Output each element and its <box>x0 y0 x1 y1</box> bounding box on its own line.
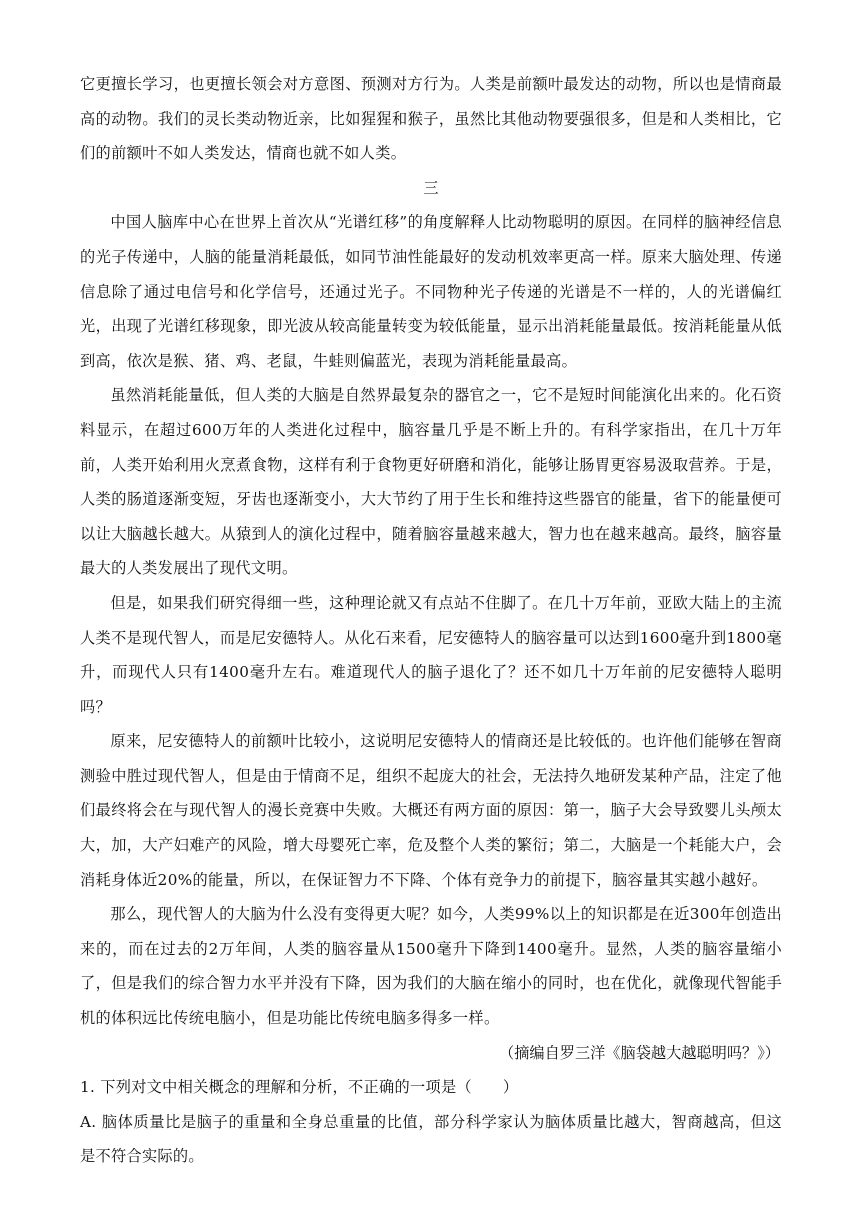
paragraph-4: 原来，尼安德特人的前额叶比较小，这说明尼安德特人的情商还是比较低的。也许他们能够在智商测验中胜过现代智人，但是由于情商不足，组织不起庞大的社会，无法持久地研发某种产品，注定了他们最终将会在与现代智人的漫长竞赛中失败。大概还有两方面的原因：第一，脑子大会导致婴儿头颅太大，加，大产妇难产的风险，增大母婴死亡率，危及整个人类的繁衍；第二，大脑是一个耗能大户，会消耗身体近20%的能量，所以，在保证智力不下降、个体有竞争力的前提下，脑容量其实越小越好。 <box>80 732 782 889</box>
paragraph-3: 但是，如果我们研究得细一些，这种理论就又有点站不住脚了。在几十万年前，亚欧大陆上的主流人类不是现代智人，而是尼安德特人。从化石来看，尼安德特人的脑容量可以达到1600毫升到1800毫升，而现代人只有1400毫升左右。难道现代人的脑子退化了？还不如几十万年前的尼安德特人聪明吗？ <box>80 593 782 716</box>
paragraph-1: 中国人脑库中心在世界上首次从“光谱红移”的角度解释人比动物聪明的原因。在同样的脑神经信息的光子传递中，人脑的能量消耗最低，如同节油性能最好的发动机效率更高一样。原来大脑处理、传递信息除了通过电信号和化学信号，还通过光子。不同物种光子传递的光谱是不一样的，人的光谱偏红光，出现了光谱红移现象，即光波从较高能量转变为较低能量，显示出消耗能量最低。按消耗能量从低到高，依次是猴、猪、鸡、老鼠，牛蛙则偏蓝光，表现为消耗能量最高。 <box>80 213 782 370</box>
question-stem: 1. 下列对文中相关概念的理解和分析，不正确的一项是（ ） <box>80 1078 519 1097</box>
intro-paragraph: 它更擅长学习，也更擅长领会对方意图、预测对方行为。人类是前额叶最发达的动物，所以也是情商最高的动物。我们的灵长类动物近亲，比如猩猩和猴子，虽然比其他动物要强很多，但是和人类相比，它们的前额叶不如人类发达，情商也就不如人类。 <box>80 75 782 163</box>
source-citation: （摘编自罗三洋《脑袋越大越聪明吗？》） <box>499 1043 780 1062</box>
paragraph-2: 虽然消耗能量低，但人类的大脑是自然界最复杂的器官之一，它不是短时间能演化出来的。化石资料显示，在超过600万年的人类进化过程中，脑容量几乎是不断上升的。有科学家指出，在几十万年前，人类开始利用火烹煮食物，这样有利于食物更好研磨和消化，能够让肠胃更容易汲取营养。于是，人类的肠道逐渐变短，牙齿也逐渐变小，大大节约了用于生长和维持这些器官的能量，省下的能量便可以让大脑越长越大。从猿到人的演化过程中，随着脑容量越来越大，智力也在越来越高。最终，脑容量最大的人类发展出了现代文明。 <box>80 386 782 578</box>
paragraph-5: 那么，现代智人的大脑为什么没有变得更大呢？如今，人类99%以上的知识都是在近300年创造出来的，而在过去的2万年间，人类的脑容量从1500毫升下降到1400毫升。显然，人类的脑容量缩小了，但是我们的综合智力水平并没有下降，因为我们的大脑在缩小的同时，也在优化，就像现代智能手机的体积远比传统电脑小，但是功能比传统电脑多得多一样。 <box>80 905 782 1028</box>
section-heading: 三 <box>423 178 439 197</box>
option-a: A. 脑体质量比是脑子的重量和全身总重量的比值，部分科学家认为脑体质量比越大，智商越高，但这是不符合实际的。 <box>80 1112 782 1166</box>
